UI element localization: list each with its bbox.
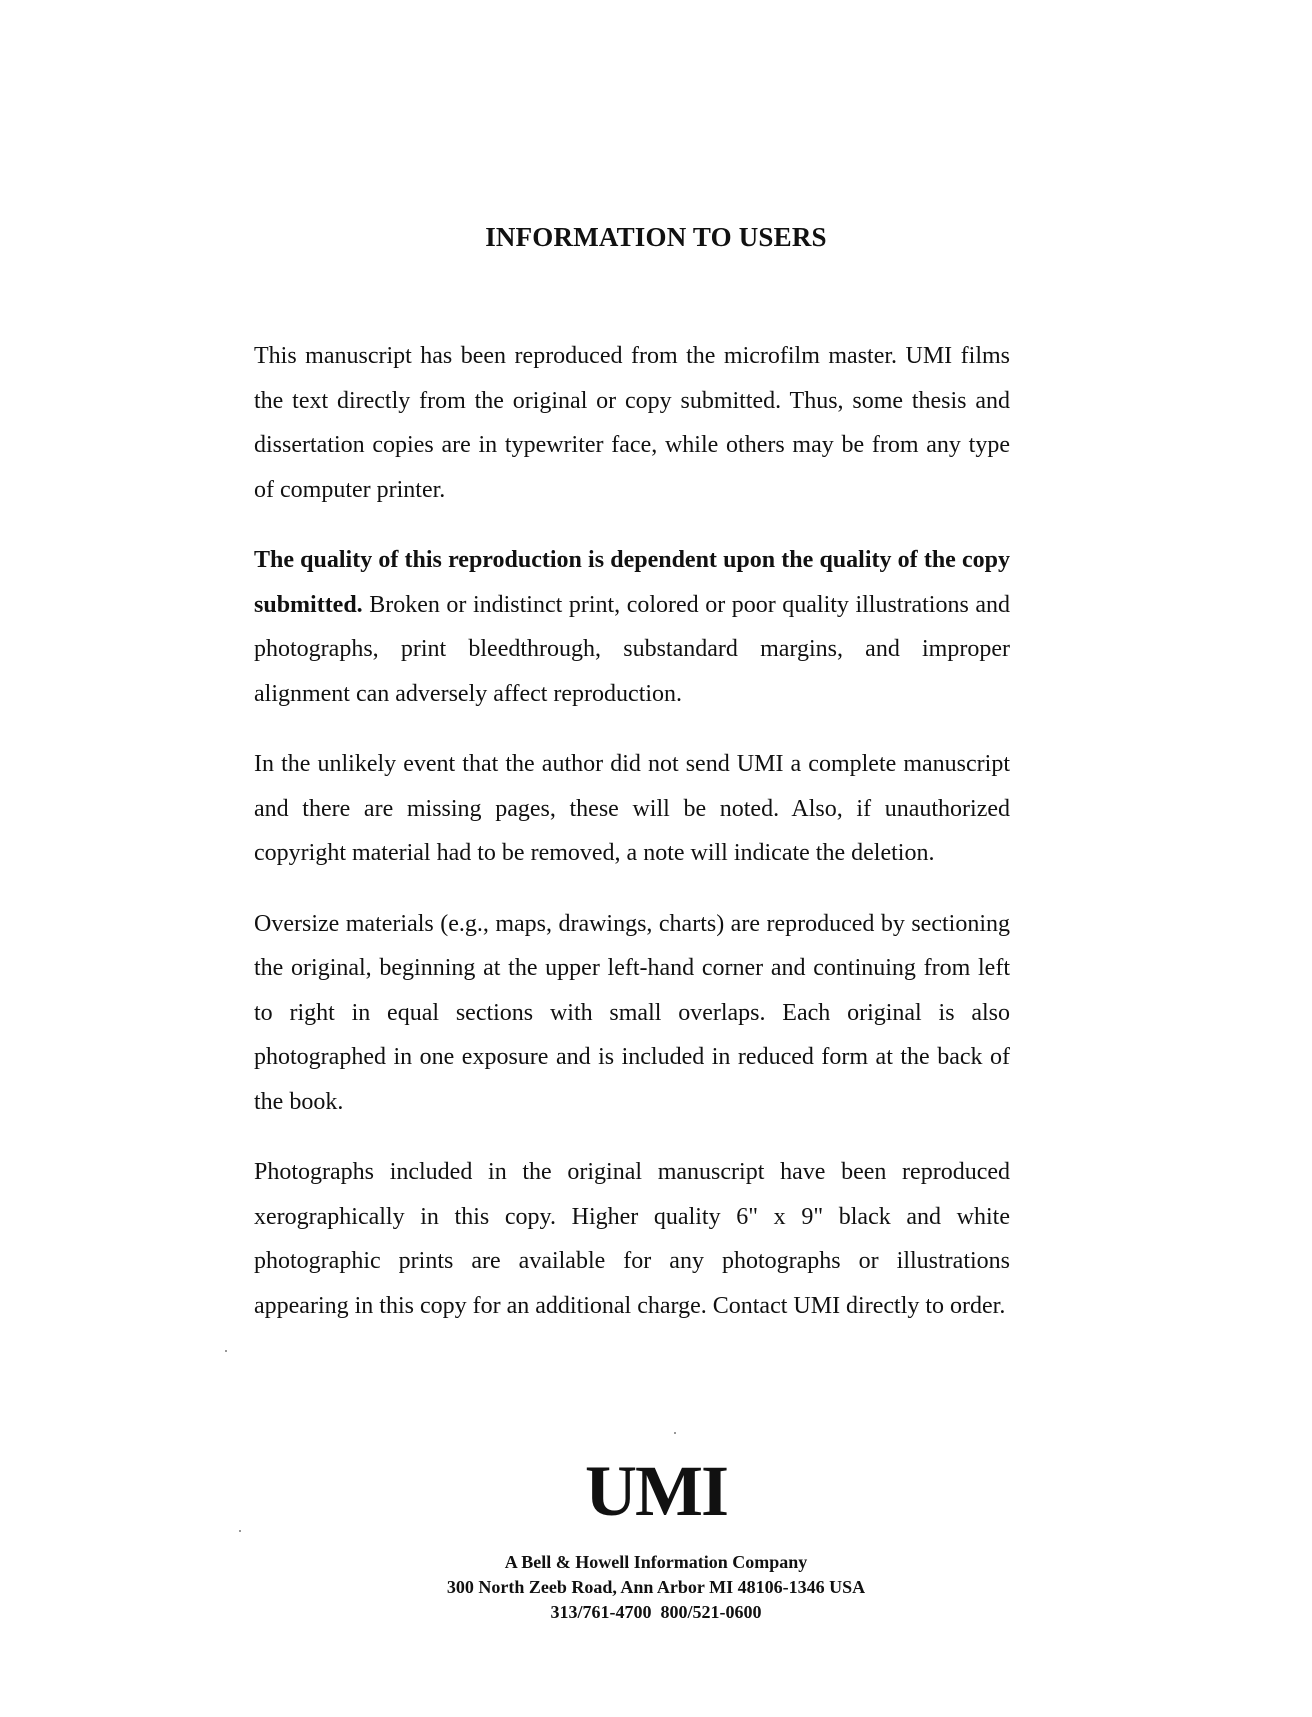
paragraph-quality xyxy=(254,538,1010,716)
paragraph-missing-pages xyxy=(254,742,1010,876)
paragraph-lead: The quality of this reproduction is dependent upon the quality of the copy submitted. xyxy=(254,547,1010,618)
company-phone-numbers: 313/761-4700 800/521-0600 xyxy=(550,1602,762,1622)
paragraph-text: Photographs included in the original manuscript have been reproduced xerographically in this copy. Higher quality 6" x 9" black and white photographic prints are available for any photographs or illustrations appearing in this copy for an additional charge. Contact UMI directly to order. xyxy=(254,1159,1010,1319)
page-title: INFORMATION TO USERS xyxy=(485,222,827,252)
umi-logo: UMI xyxy=(585,1451,727,1531)
paragraph-oversize-materials xyxy=(254,902,1010,1125)
paragraph-text: Broken or indistinct print, colored or poor quality illustrations and photographs, print bleedthrough, substandard margins, and improper alignment can adversely affect reproduction. xyxy=(254,591,1010,707)
scan-speck xyxy=(239,1530,241,1532)
body-text xyxy=(254,334,1010,1354)
paragraph-text: Oversize materials (e.g., maps, drawings, charts) are reproduced by sectioning the original, beginning at the upper left-hand corner and continuing from left to right in equal sections with small overlaps. Each original is also photographed in one exposure and is included in reduced form at the back of the book. xyxy=(254,910,1010,1115)
scan-speck xyxy=(225,1350,227,1352)
company-street-address: 300 North Zeeb Road, Ann Arbor MI 48106-1346 USA xyxy=(446,1577,866,1597)
company-tagline: A Bell & Howell Information Company xyxy=(504,1552,808,1572)
company-address-block xyxy=(0,1550,1312,1625)
paragraph-text: In the unlikely event that the author did not send UMI a complete manuscript and there are missing pages, these will be noted. Also, if unauthorized copyright material had to be removed, a note will indicate the deletion. xyxy=(254,751,1010,866)
paragraph-photographs xyxy=(254,1150,1010,1328)
paragraph-text: This manuscript has been reproduced from the microfilm master. UMI films the text directly from the original or copy submitted. Thus, some thesis and dissertation copies are in typewriter face, while others may be from any type of computer printer. xyxy=(254,343,1010,503)
paragraph-reproduction-source xyxy=(254,334,1010,512)
scan-speck xyxy=(674,1432,676,1434)
